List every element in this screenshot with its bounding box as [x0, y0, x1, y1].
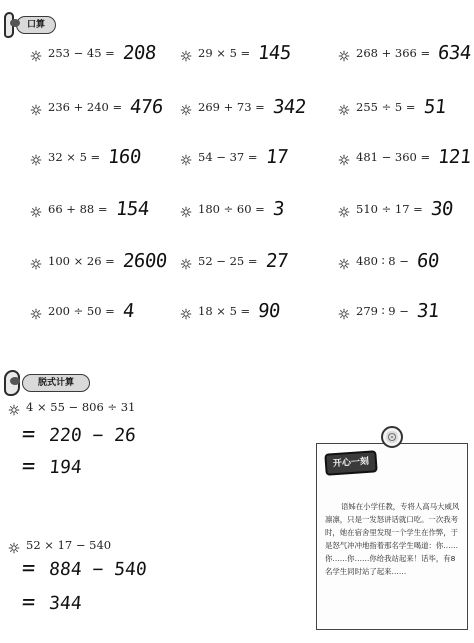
section-title-calc: 脱式计算	[22, 374, 90, 392]
oral-problem	[30, 194, 148, 224]
problem-equation: 100 × 26 =	[48, 254, 115, 268]
oral-problem	[338, 246, 439, 276]
gear-icon	[338, 101, 350, 113]
problem-answer: 208	[121, 42, 157, 64]
gear-icon	[30, 47, 42, 59]
calc-equation: 52 × 17 − 540	[26, 538, 112, 552]
problem-equation: 200 ÷ 50 =	[48, 304, 115, 318]
oral-problem	[180, 38, 291, 68]
gear-icon	[8, 401, 20, 413]
calc-problem-1	[8, 392, 135, 422]
oral-problem	[180, 92, 306, 122]
calc-equation: 4 × 55 − 806 ÷ 31	[26, 400, 136, 414]
gear-icon	[338, 305, 350, 317]
problem-equation: 481 − 360 =	[356, 150, 431, 164]
problem-equation: 510 ÷ 17 =	[356, 202, 423, 216]
problem-equation: 54 − 37 =	[198, 150, 258, 164]
pin-icon	[381, 426, 403, 448]
problem-answer: 31	[415, 300, 440, 322]
oral-problem	[338, 38, 471, 68]
problem-equation: 18 × 5 =	[198, 304, 251, 318]
gear-icon	[30, 305, 42, 317]
problem-answer: 51	[422, 96, 447, 118]
gear-icon	[8, 539, 20, 551]
gear-icon	[338, 47, 350, 59]
problem-equation: 255 ÷ 5 =	[356, 100, 416, 114]
problem-answer: 4	[121, 300, 135, 322]
problem-answer: 30	[429, 198, 454, 220]
oral-problem	[180, 296, 280, 326]
calc2-step2: = 344	[20, 590, 83, 615]
problem-equation: 29 × 5 =	[198, 46, 251, 60]
oral-problem	[180, 142, 287, 172]
gear-icon	[30, 151, 42, 163]
problem-equation: 52 − 25 =	[198, 254, 258, 268]
gear-icon	[30, 203, 42, 215]
problem-equation: 180 ÷ 60 =	[198, 202, 265, 216]
sticker-icon	[4, 12, 14, 38]
oral-problem	[180, 246, 287, 276]
gear-icon	[30, 101, 42, 113]
gear-icon	[338, 151, 350, 163]
problem-equation: 279 ∶ 9 −	[356, 304, 409, 318]
problem-answer: 476	[128, 96, 165, 118]
oral-problem	[30, 142, 141, 172]
problem-answer: 634	[436, 42, 473, 64]
problem-answer: 145	[257, 42, 293, 64]
gear-icon	[338, 255, 350, 267]
problem-equation: 268 + 366 =	[356, 46, 431, 60]
gear-icon	[180, 47, 192, 59]
problem-answer: 3	[271, 198, 285, 220]
problem-equation: 236 + 240 =	[48, 100, 123, 114]
oral-problem	[30, 296, 134, 326]
problem-answer: 2600	[121, 250, 168, 272]
oral-problem	[338, 296, 439, 326]
problem-equation: 269 + 73 =	[198, 100, 265, 114]
problem-answer: 90	[257, 300, 282, 322]
story-card	[316, 443, 468, 630]
problem-answer: 27	[264, 250, 289, 272]
problem-answer: 342	[271, 96, 307, 118]
oral-problem	[180, 194, 284, 224]
oral-problem	[338, 92, 445, 122]
problem-answer: 154	[114, 198, 150, 220]
oral-problem	[338, 142, 471, 172]
problem-equation: 480 ∶ 8 −	[356, 254, 409, 268]
problem-equation: 253 − 45 =	[48, 46, 115, 60]
problem-answer: 17	[264, 146, 289, 168]
oral-problem	[338, 194, 453, 224]
gear-icon	[180, 203, 192, 215]
oral-problem	[30, 92, 163, 122]
gear-icon	[180, 305, 192, 317]
gear-icon	[30, 255, 42, 267]
section-badge-oral	[4, 12, 56, 38]
problem-answer: 60	[415, 250, 440, 272]
story-text: 语姊在小学任教，专将人高马大威风凛凛，只是一发怒讲话就口吃。一次我考时，她在宿舍里发现一个学生在作弊，于是怒气冲冲地指着那名学生喝道：你……你……你……你给我站起来！话毕，有8名学生同时站了起来……	[325, 502, 460, 576]
oral-problem	[30, 246, 167, 276]
problem-equation: 32 × 5 =	[48, 150, 101, 164]
gear-icon	[180, 151, 192, 163]
story-title: 开心一刻	[324, 450, 377, 476]
gear-icon	[180, 255, 192, 267]
problem-answer: 160	[107, 146, 143, 168]
calc1-step1: = 220 − 26	[20, 422, 137, 447]
calc1-step2: = 194	[20, 454, 83, 479]
oral-problem	[30, 38, 156, 68]
problem-answer: 121	[436, 146, 473, 168]
calc2-step1: = 884 − 540	[20, 556, 148, 581]
gear-icon	[180, 101, 192, 113]
section-title-oral: 口算	[16, 16, 56, 34]
problem-equation: 66 + 88 =	[48, 202, 108, 216]
gear-icon	[338, 203, 350, 215]
